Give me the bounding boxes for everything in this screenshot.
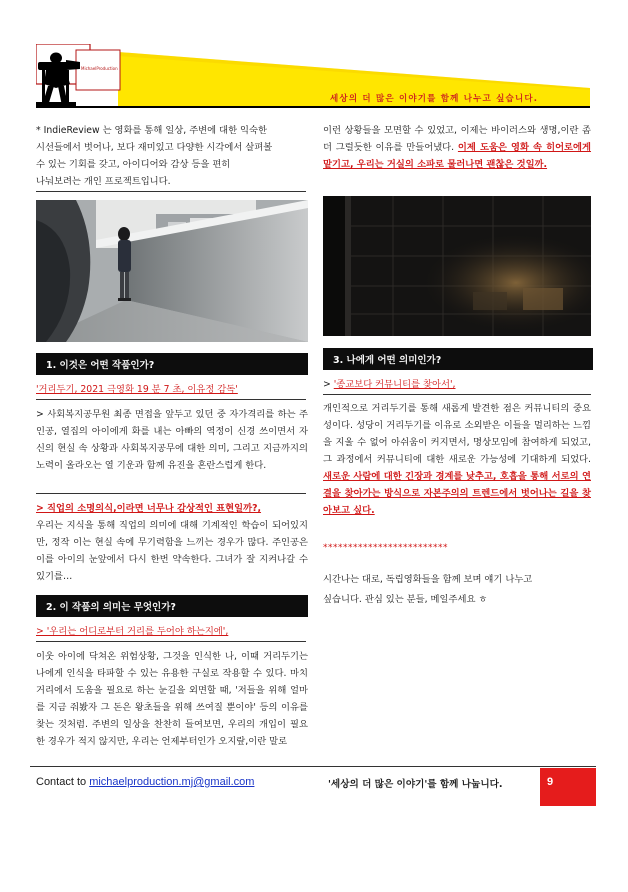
section-3-title: 3. 나에게 어떤 의미인가? xyxy=(333,355,442,366)
closing-line: 싶습니다. 관심 있는 분들, 메일주세요 ㅎ xyxy=(323,594,488,605)
intro-line: 시선들에서 벗어나, 보다 재미있고 다양한 시각에서 살펴볼 xyxy=(36,142,273,153)
section-3-paragraph: 개인적으로 거리두기를 통해 새롭게 발견한 점은 커뮤니티의 중요성이다. 성당이 거리두기를 이유로 소외받은 이들을 멀리하는 느낌을 지울 수 없어 아쉬움이 커지면서, 명상모임에 참여하게 되었고, 그 과정에서 커뮤니티에 대한 새로운 가능성에 기대하게 되었다. xyxy=(323,403,591,465)
section-3-subtitle: '종교보다 커뮤니티를 찾아서', xyxy=(333,379,456,390)
continued-paragraph xyxy=(323,122,591,173)
intro-rule xyxy=(36,191,306,192)
section-2-rule xyxy=(36,641,306,642)
section-3-subtitle-row: > '종교보다 커뮤니티를 찾아서', xyxy=(323,379,456,390)
page-number: 9 xyxy=(547,776,554,788)
section-1-quote: > 직업의 소명의식,이라면 너무나 감상적인 표현일까?, xyxy=(36,503,262,514)
section-2-paragraph: 이웃 아이에 닥쳐온 위험상황, 그것을 인식한 나, 이때 거리두기는 나에게 인식을 타파할 수 있는 유용한 구실로 작용할 수 있다. 마치 거리에서 도움을 필요로 하는 눈길을 외면할 때, '저들을 위해 얼마를 지금 줘봤자 그 돈은 왕초들을 위해 쓰여질 뿐이야' 등의 이유를 찾는 것처럼. 주변의 일상을 찬찬히 들여보면, 우리의 개입이 필요한 경우가 적지 않지만, 우리는 언제부터인가 오지랖,이란 말로 xyxy=(36,651,308,747)
section-1-subtitle: '거리두기, 2021 극영화 19 분 7 초, 이유정 감독' xyxy=(36,384,238,395)
section-1-title: 1. 이것은 어떤 작품인가? xyxy=(46,360,155,371)
camera-operator-logo-icon xyxy=(36,44,124,106)
section-3-header xyxy=(323,348,593,370)
intro-line: 나눠보려는 개인 프로젝트입니다. xyxy=(36,176,171,187)
section-1-quote-block xyxy=(36,500,308,585)
section-1-header xyxy=(36,353,308,375)
continued-text-highlight: 이제 도움은 영화 속 히어로에게 맡기고, 우리는 거실의 소파로 물러나면 괜찮은 것일까. xyxy=(323,142,592,170)
continued-text: 이런 상황들을 모면할 수 있었고, 이제는 바이러스와 생명,이란 좀 더 그럴듯한 이유를 만들어냈다. xyxy=(323,125,591,153)
film-still-night-building-image xyxy=(323,196,591,336)
section-2-header xyxy=(36,595,308,617)
section-1-paragraph: > 사회복지공무원 최종 면접을 앞두고 있던 중 자가격리를 하는 주인공, 열집의 아이에게 화를 내는 아빠의 역정이 신경 쓰이면서 자신의 현실 속 상황과 사회복지공무에 대한 의미, 그리고 지금까지의 노력이 올라오는 열 기운과 함께 유진을 혼란스럽게 한다. xyxy=(36,409,308,471)
contact-email-link[interactable]: michaelproduction.mj@gmail.com xyxy=(89,776,255,788)
header-slogan: 세상의 더 많은 이야기를 함께 나누고 싶습니다. xyxy=(330,94,539,104)
closing-paragraph xyxy=(323,570,591,610)
footer-tagline: '세상의 더 많은 이야기'를 함께 나눕니다. xyxy=(328,779,503,790)
film-still-corridor-image xyxy=(36,200,308,342)
section-3-rule xyxy=(323,394,591,395)
footer-rule xyxy=(30,766,596,767)
intro-line: 수 있는 기회를 갖고, 아이디어와 감상 등을 편히 xyxy=(36,159,231,170)
section-3-body xyxy=(323,400,591,519)
closing-line: 시간나는 대로, 독립영화들을 함께 보며 얘기 나누고 xyxy=(323,574,533,585)
section-1-quote-rule xyxy=(36,493,306,494)
intro-line: * IndieReview 는 영화를 통해 일상, 주변에 대한 익숙한 xyxy=(36,125,267,136)
svg-text:MichaelProduction: MichaelProduction xyxy=(81,66,118,71)
section-2-body xyxy=(36,648,308,750)
stars-divider: ************************* xyxy=(323,543,448,553)
section-1-paragraph-2: 우리는 지식을 통해 직업의 의미에 대해 기계적인 학습이 되어있지만, 정작 이는 현실 속에 무기력함을 느끼는 경우가 많다. 주인공은 이를 아이의 눈앞에서 다시 한번 약속한다. 그녀가 잘 지켜나갈 수 있기를… xyxy=(36,520,308,582)
contact-label: Contact to xyxy=(36,776,90,788)
footer-contact xyxy=(36,776,254,788)
section-1-rule xyxy=(36,399,306,400)
section-2-title: 2. 이 작품의 의미는 무엇인가? xyxy=(46,602,176,613)
header-rule xyxy=(36,106,590,108)
section-3-paragraph-highlight: 새로운 사람에 대한 긴장과 경계를 낮추고, 호흡을 통해 서로의 연결을 찾아가는 방식으로 자본주의의 트렌드에서 벗어나는 길을 찾아보고 싶다. xyxy=(323,471,591,516)
intro-paragraph xyxy=(36,122,308,190)
section-1-body xyxy=(36,406,308,474)
section-2-subtitle: > '우리는 어디로부터 거리를 두어야 하는지에', xyxy=(36,626,229,637)
